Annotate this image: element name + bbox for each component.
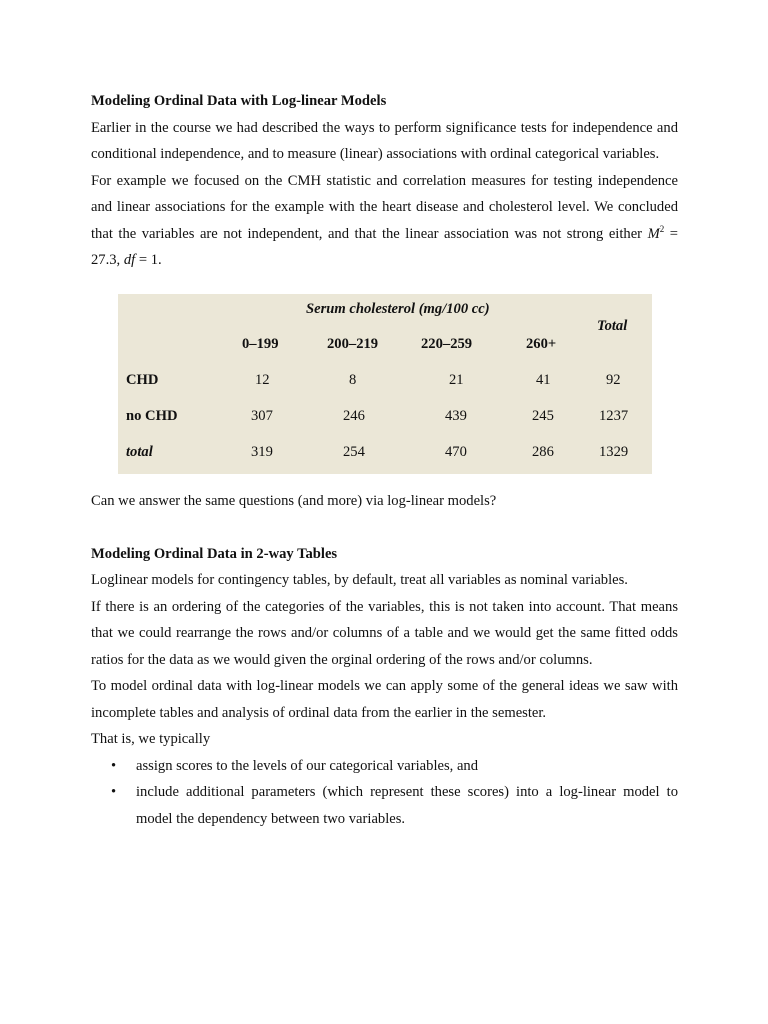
table-cell: 245: [532, 407, 554, 424]
table-row-label: total: [126, 443, 153, 460]
table-total-header: Total: [597, 317, 628, 334]
list-item-text: include additional parameters (which represent these scores) into a log-linear model to model the dependency between two variables.: [136, 784, 678, 827]
table-cell: 319: [251, 443, 273, 460]
table-cell-total: 1329: [599, 443, 629, 460]
table-row-label: CHD: [126, 371, 159, 388]
list-item: [91, 779, 678, 832]
table-cell: 307: [251, 407, 273, 424]
paragraph-ordering: If there is an ordering of the categories of the variables, this is not taken into account. That means that we could rearrange the rows and/or columns of a table and we would get the same fitted odds ratios for the data as we would given the orginal ordering of the rows and/or columns.: [91, 598, 678, 668]
section-heading-loglinear: Modeling Ordinal Data with Log-linear Models: [91, 93, 387, 109]
cholesterol-table: [118, 294, 652, 474]
math-df-value: = 1.: [135, 252, 162, 268]
paragraph-typically: That is, we typically: [91, 731, 211, 747]
paragraph-question: Can we answer the same questions (and more) via log-linear models?: [91, 492, 497, 509]
math-df: df: [123, 252, 136, 268]
paragraph-intro: Earlier in the course we had described the ways to perform significance tests for independence and conditional independence, and to measure (linear) associations with ordinal categorical variables.: [91, 119, 678, 162]
table-cell: 439: [445, 407, 467, 424]
list-item: [91, 753, 678, 780]
table-col-header: 200–219: [327, 335, 379, 352]
paragraph-model-ordinal: To model ordinal data with log-linear models we can apply some of the general ideas we saw with incomplete tables and analysis of ordinal data from the earlier in the semester.: [91, 678, 678, 721]
math-M: M: [647, 225, 660, 242]
table-col-header: 260+: [526, 335, 557, 352]
table-cell: 41: [536, 371, 551, 388]
table-cell: 286: [532, 443, 554, 460]
table-cell-total: 92: [606, 371, 621, 388]
table-group-header: Serum cholesterol (mg/100 cc): [306, 300, 490, 317]
section-heading-2way: Modeling Ordinal Data in 2-way Tables: [91, 545, 338, 562]
table-cell: 8: [349, 371, 357, 388]
table-cell: 254: [343, 443, 365, 460]
math-superscript: 2: [659, 223, 665, 234]
math-equals-value: = 27.3,: [91, 225, 678, 268]
list-item-text: assign scores to the levels of our categorical variables, and: [136, 757, 479, 774]
table-cell: 246: [343, 407, 365, 424]
table-cell: 470: [445, 443, 467, 460]
table-row-label: no CHD: [126, 407, 178, 424]
paragraph-cmh-text: For example we focused on the CMH statistic and correlation measures for testing independence and linear associations for the example with the heart disease and cholesterol level. We concluded that the variables are not independent, and that the linear association was not strong either: [91, 172, 678, 242]
paragraph-cmh-example: [91, 168, 678, 274]
table-cell: 21: [449, 371, 464, 388]
bullet-icon: •: [111, 757, 117, 774]
table-cell-total: 1237: [599, 407, 629, 424]
table-col-header: 220–259: [421, 335, 473, 352]
bullet-list: [91, 753, 678, 833]
paragraph-nominal: Loglinear models for contingency tables, by default, treat all variables as nominal variables.: [91, 572, 628, 588]
document-page: [91, 88, 678, 832]
table-col-header: 0–199: [242, 335, 279, 352]
bullet-icon: •: [111, 784, 117, 800]
table-cell: 12: [255, 371, 270, 388]
